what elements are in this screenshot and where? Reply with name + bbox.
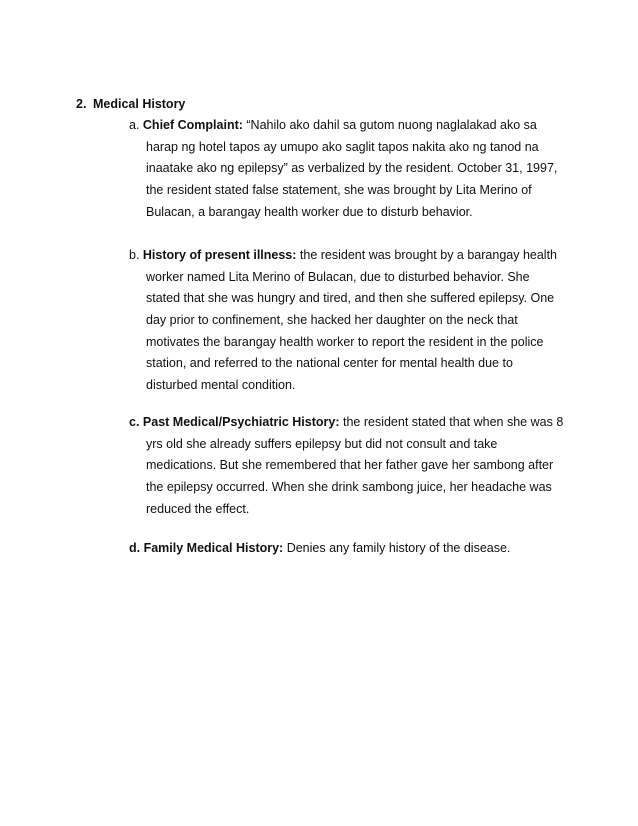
- paragraph-line: day prior to confinement, she hacked her daughter on the neck that: [146, 313, 518, 328]
- paragraph-line: yrs old she already suffers epilepsy but did not consult and take: [146, 436, 498, 451]
- paragraph-line: station, and referred to the national center for mental health due to: [146, 356, 513, 371]
- paragraph-first-line: [129, 538, 569, 560]
- item-prefix: c.: [129, 415, 143, 429]
- paragraph-line: reduced the effect.: [146, 501, 250, 516]
- family-history-label: Family Medical History:: [143, 541, 284, 555]
- paragraph-line: the epilepsy occurred. When she drink sambong juice, her headache was: [146, 480, 552, 495]
- past-history-label: Past Medical/Psychiatric History:: [142, 415, 340, 429]
- past-history-paragraph: [129, 412, 569, 520]
- paragraph-first-line: [129, 412, 569, 434]
- present-illness-paragraph: [129, 245, 569, 397]
- chief-complaint-label: Chief Complaint:: [142, 118, 243, 132]
- section-title: Medical History: [93, 97, 186, 111]
- paragraph-text: the resident stated that when she was 8: [339, 415, 564, 429]
- section-heading: [76, 96, 185, 112]
- family-history-paragraph: [129, 538, 569, 560]
- item-prefix: a.: [129, 118, 143, 132]
- paragraph-text: “Nahilo ako dahil sa gutom nuong naglalakad ako sa: [242, 118, 537, 132]
- paragraph-line: worker named Lita Merino of Bulacan, due to disturbed behavior. She: [146, 269, 530, 284]
- chief-complaint-paragraph: [129, 115, 569, 223]
- paragraph-first-line: [129, 115, 569, 137]
- paragraph-line: medications. But she remembered that her father gave her sambong after: [146, 458, 554, 473]
- paragraph-first-line: [129, 245, 569, 267]
- item-prefix: b.: [129, 248, 143, 262]
- paragraph-text: the resident was brought by a barangay health: [296, 248, 558, 262]
- paragraph-text: Denies any family history of the disease.: [283, 541, 511, 555]
- paragraph-line: stated that she was hungry and tired, and then she suffered epilepsy. One: [146, 291, 555, 306]
- paragraph-line: Bulacan, a barangay health worker due to disturb behavior.: [146, 204, 473, 219]
- paragraph-line: harap ng hotel tapos ay umupo ako saglit tapos nakita ako ng tanod na: [146, 139, 539, 154]
- paragraph-line: inaatake ako ng epilepsy” as verbalized by the resident. October 31, 1997,: [146, 161, 558, 176]
- paragraph-line: the resident stated false statement, she was brought by Lita Merino of: [146, 183, 532, 198]
- paragraph-line: motivates the barangay health worker to report the resident in the police: [146, 334, 544, 349]
- item-prefix: d.: [129, 541, 144, 555]
- section-number: 2.: [76, 97, 87, 111]
- paragraph-line: disturbed mental condition.: [146, 378, 296, 393]
- present-illness-label: History of present illness:: [142, 248, 297, 262]
